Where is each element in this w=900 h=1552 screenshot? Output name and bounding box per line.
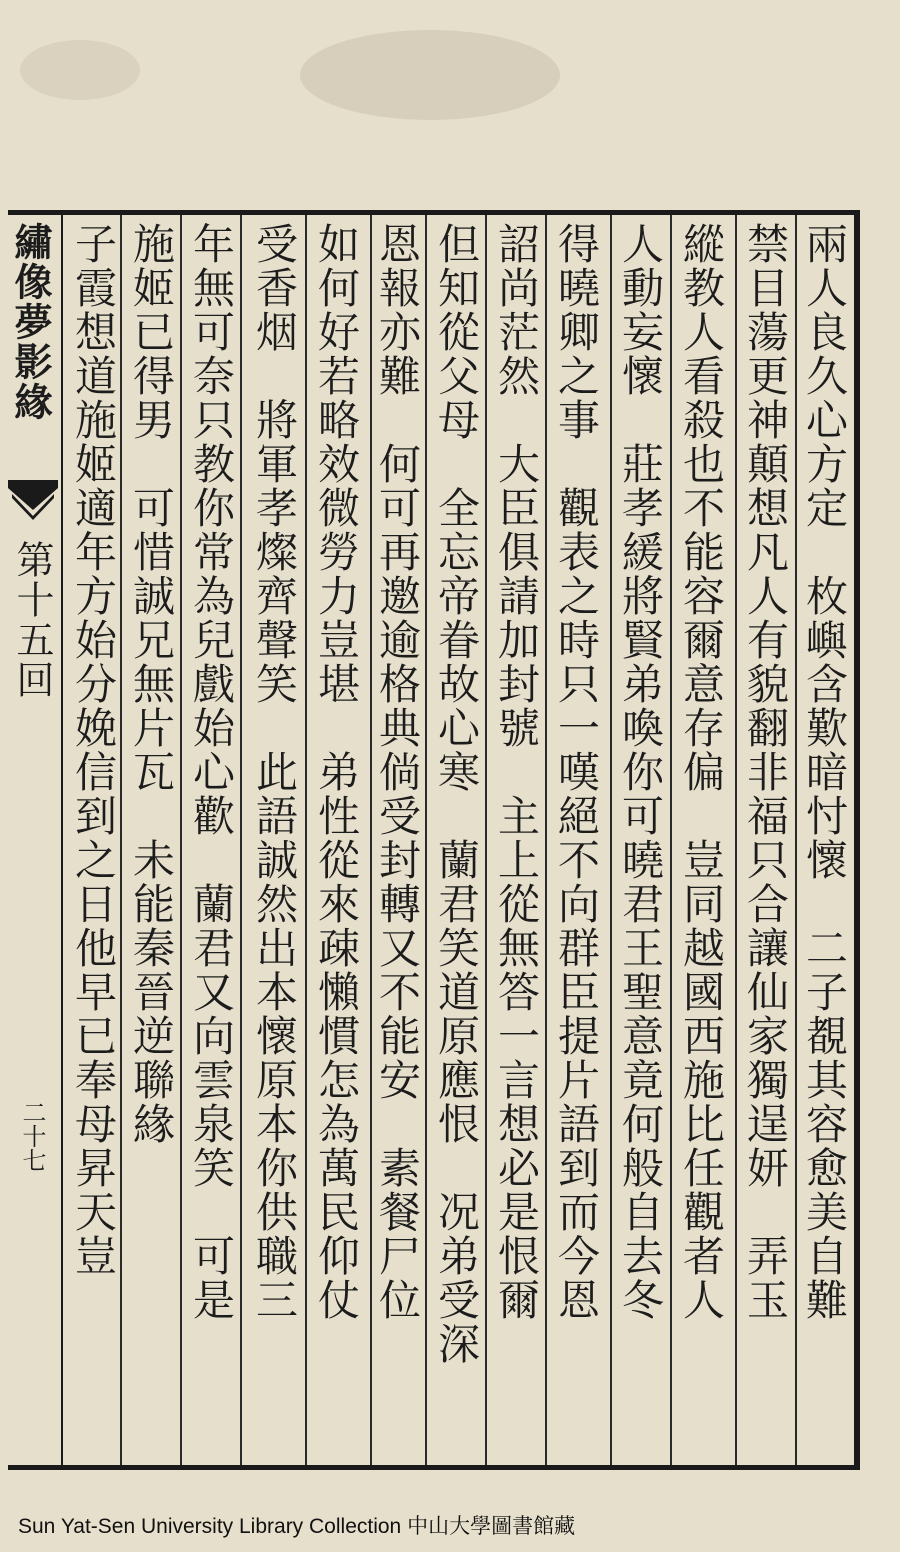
paper-stain	[300, 30, 560, 120]
book-title: 繡像夢影緣	[8, 222, 53, 422]
fishtail-mark-icon	[8, 480, 58, 525]
page-number: 二十七	[18, 1100, 46, 1172]
text-column: 年無可奈只教你常為兒戲始心歡 蘭君又向雲泉笑 可是	[187, 222, 236, 1322]
paper-stain	[20, 40, 140, 100]
text-column: 人動妄懷 莊孝緩將賢弟喚你可曉君王聖意竟何般自去冬	[616, 222, 665, 1322]
text-column: 得曉卿之事 觀表之時只一嘆絕不向群臣提片語到而今恩	[552, 222, 601, 1322]
text-column: 禁目蕩更神顛想凡人有貌翻非福只合讓仙家獨逞妍 弄玉	[741, 222, 790, 1322]
text-column: 子霞想道施姬適年方始分娩信到之日他早已奉母昇天豈	[69, 222, 118, 1278]
text-column: 但知從父母 全忘帝眷故心寒 蘭君笑道原應恨 况弟受深	[432, 222, 481, 1366]
text-column: 詔尚茫然 大臣俱請加封號 主上從無答一言想必是恨爾	[492, 222, 541, 1322]
text-column: 恩報亦難 何可再邀逾格典倘受封轉又不能安 素餐尸位	[373, 222, 422, 1322]
text-column: 縱教人看殺也不能容爾意存偏 豈同越國西施比任觀者人	[677, 222, 726, 1322]
library-credit: Sun Yat-Sen University Library Collection 中山大學圖書館藏	[18, 1515, 576, 1538]
text-column: 如何好若略效微勞力豈堪 弟性從來疎懶慣怎為萬民仰仗	[312, 222, 361, 1322]
text-column: 施姬已得男 可惜誠兄無片瓦 未能秦晉逆聯緣	[127, 222, 176, 1146]
text-column: 受香烟 將軍孝燦齊聲笑 此語誠然出本懷原本你供職三	[250, 222, 299, 1322]
chapter-label: 第十五回	[10, 540, 54, 700]
text-column: 兩人良久心方定 枚嶼含歎暗忖懷 二子覩其容愈美自難	[800, 222, 849, 1322]
column-rule	[240, 215, 242, 1465]
